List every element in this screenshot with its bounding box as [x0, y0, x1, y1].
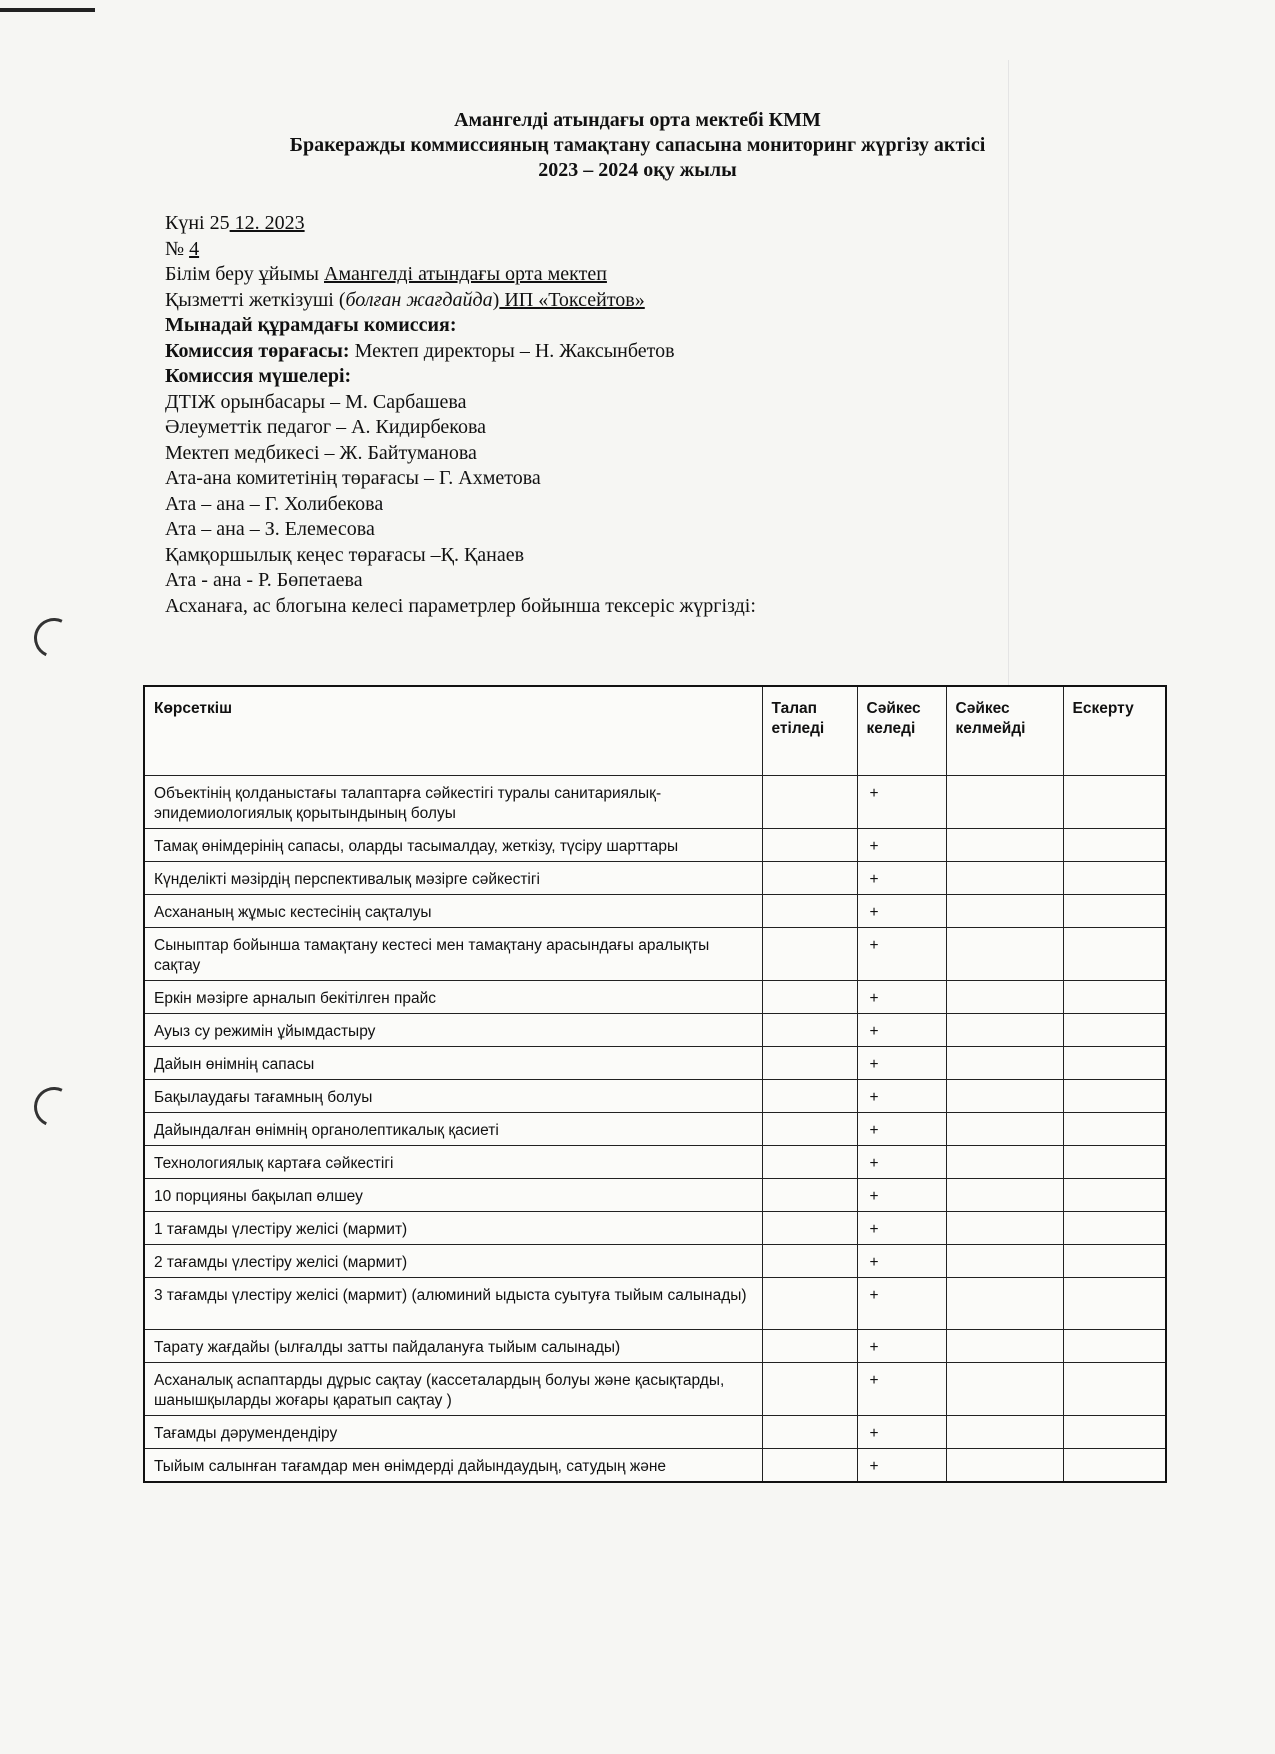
no-match-cell — [946, 1330, 1063, 1363]
required-cell — [762, 1416, 857, 1449]
no-match-cell — [946, 1179, 1063, 1212]
match-cell: + — [857, 776, 946, 829]
required-cell — [762, 776, 857, 829]
match-cell: + — [857, 1113, 946, 1146]
note-cell — [1063, 1416, 1166, 1449]
note-cell — [1063, 1212, 1166, 1245]
note-cell — [1063, 1363, 1166, 1416]
required-cell — [762, 1449, 857, 1483]
member-line: Қамқоршылық кеңес төрағасы –Қ. Қанаев — [165, 543, 525, 566]
number-line: № 4 — [165, 237, 200, 260]
table-row — [144, 862, 1166, 895]
indicator-cell: Технологиялық картаға сәйкестігі — [144, 1146, 762, 1179]
note-cell — [1063, 1080, 1166, 1113]
table-row — [144, 1449, 1166, 1483]
table-row — [144, 1113, 1166, 1146]
match-cell: + — [857, 1278, 946, 1330]
member-line: Ата - ана - Р. Бөпетаева — [165, 569, 363, 591]
inspection-intro: Асханаға, ас блогына келесі параметрлер бойынша тексеріс жүргізді: — [165, 594, 756, 617]
indicator-cell: Тағамды дәрумендендіру — [144, 1416, 762, 1449]
table-row — [144, 1179, 1166, 1212]
required-cell — [762, 1212, 857, 1245]
indicator-cell: Сыныптар бойынша тамақтану кестесі мен тамақтану арасындағы аралықты сақтау — [144, 928, 762, 981]
match-cell: + — [857, 1363, 946, 1416]
required-cell — [762, 1080, 857, 1113]
col-no-match: Сәйкес келмейді — [946, 686, 1063, 776]
punch-hole-top — [28, 612, 79, 663]
no-match-cell — [946, 1212, 1063, 1245]
chair-line: Комиссия төрағасы: Мектеп директоры – Н. Жаксынбетов — [165, 339, 675, 362]
punch-hole-bottom — [28, 1081, 79, 1132]
note-cell — [1063, 1278, 1166, 1330]
indicator-cell: Объектінің қолданыстағы талаптарға сәйкестігі туралы санитариялық-эпидемиологиялық қорытындының болуы — [144, 776, 762, 829]
match-cell: + — [857, 1449, 946, 1483]
table-row — [144, 1047, 1166, 1080]
member-line: Ата – ана – Г. Холибекова — [165, 492, 384, 515]
note-cell — [1063, 1047, 1166, 1080]
note-cell — [1063, 1449, 1166, 1483]
match-cell: + — [857, 1212, 946, 1245]
note-cell — [1063, 1113, 1166, 1146]
indicator-cell: Асхананың жұмыс кестесінің сақталуы — [144, 895, 762, 928]
no-match-cell — [946, 829, 1063, 862]
scan-edge-mark — [0, 8, 95, 12]
indicator-cell: Тамақ өнімдерінің сапасы, оларды тасымалдау, жеткізу, түсіру шарттары — [144, 829, 762, 862]
note-cell — [1063, 776, 1166, 829]
table-row — [144, 1245, 1166, 1278]
indicator-cell: Бақылаудағы тағамның болуы — [144, 1080, 762, 1113]
no-match-cell — [946, 1363, 1063, 1416]
no-match-cell — [946, 1080, 1063, 1113]
indicator-cell: 1 тағамды үлестіру желісі (мармит) — [144, 1212, 762, 1245]
match-cell: + — [857, 1416, 946, 1449]
table-row — [144, 928, 1166, 981]
table-row — [144, 981, 1166, 1014]
match-cell: + — [857, 1330, 946, 1363]
members-title: Комиссия мүшелері: — [165, 365, 352, 387]
match-cell: + — [857, 928, 946, 981]
indicator-cell: Тыйым салынған тағамдар мен өнімдерді дайындаудың, сатудың және — [144, 1449, 762, 1483]
indicator-cell: 10 порцияны бақылап өлшеу — [144, 1179, 762, 1212]
no-match-cell — [946, 1047, 1063, 1080]
required-cell — [762, 1047, 857, 1080]
match-cell: + — [857, 1179, 946, 1212]
member-line: Ата – ана – З. Елемесова — [165, 518, 375, 540]
required-cell — [762, 1278, 857, 1330]
member-line: Мектеп медбикесі – Ж. Байтуманова — [165, 441, 477, 464]
required-cell — [762, 862, 857, 895]
note-cell — [1063, 862, 1166, 895]
indicator-cell: Ауыз су режимін ұйымдастыру — [144, 1014, 762, 1047]
note-cell — [1063, 1014, 1166, 1047]
no-match-cell — [946, 776, 1063, 829]
no-match-cell — [946, 928, 1063, 981]
table-row — [144, 1278, 1166, 1330]
match-cell: + — [857, 1146, 946, 1179]
note-cell — [1063, 1146, 1166, 1179]
no-match-cell — [946, 895, 1063, 928]
document-header — [0, 108, 1275, 183]
no-match-cell — [946, 1449, 1063, 1483]
table-row — [144, 1080, 1166, 1113]
required-cell — [762, 1245, 857, 1278]
col-required: Талап етіледі — [762, 686, 857, 776]
note-cell — [1063, 928, 1166, 981]
no-match-cell — [946, 862, 1063, 895]
col-note: Ескерту — [1063, 686, 1166, 776]
table-row — [144, 1014, 1166, 1047]
required-cell — [762, 1363, 857, 1416]
note-cell — [1063, 1330, 1166, 1363]
indicator-cell: Дайындалған өнімнің органолептикалық қасиеті — [144, 1113, 762, 1146]
date-line: Күні 25 12. 2023 — [165, 212, 305, 234]
required-cell — [762, 895, 857, 928]
table-row — [144, 1212, 1166, 1245]
match-cell: + — [857, 829, 946, 862]
table-row — [144, 829, 1166, 862]
col-match: Сәйкес келеді — [857, 686, 946, 776]
note-cell — [1063, 829, 1166, 862]
note-cell — [1063, 1245, 1166, 1278]
table-row — [144, 1146, 1166, 1179]
no-match-cell — [946, 1416, 1063, 1449]
table-row — [144, 1330, 1166, 1363]
match-cell: + — [857, 1080, 946, 1113]
no-match-cell — [946, 981, 1063, 1014]
match-cell: + — [857, 862, 946, 895]
no-match-cell — [946, 1146, 1063, 1179]
col-indicator: Көрсеткіш — [144, 686, 762, 776]
required-cell — [762, 1014, 857, 1047]
match-cell: + — [857, 1014, 946, 1047]
indicator-cell: 3 тағамды үлестіру желісі (мармит) (алюминий ыдыста суытуға тыйым салынады) — [144, 1278, 762, 1330]
required-cell — [762, 829, 857, 862]
required-cell — [762, 1330, 857, 1363]
academic-year: 2023 – 2024 оқу жылы — [538, 159, 737, 181]
no-match-cell — [946, 1278, 1063, 1330]
note-cell — [1063, 895, 1166, 928]
no-match-cell — [946, 1113, 1063, 1146]
commission-title: Мынадай құрамдағы комиссия: — [165, 314, 457, 336]
member-line: Ата-ана комитетінің төрағасы – Г. Ахметова — [165, 467, 541, 489]
inspection-table — [143, 685, 1167, 1483]
indicator-cell: Асханалық аспаптарды дұрыс сақтау (кассеталардың болуы және қасықтарды, шанышқыларды жоғары қаратып сақтау ) — [144, 1363, 762, 1416]
required-cell — [762, 1113, 857, 1146]
member-line: ДТІЖ орынбасары – М. Сарбашева — [165, 390, 467, 413]
act-title: Бракеражды коммиссияның тамақтану сапасына мониторинг жүргізу актісі — [289, 134, 986, 156]
note-cell — [1063, 981, 1166, 1014]
act-meta — [165, 211, 756, 619]
required-cell — [762, 1146, 857, 1179]
required-cell — [762, 1179, 857, 1212]
table-header-row — [144, 686, 1166, 776]
match-cell: + — [857, 1245, 946, 1278]
match-cell: + — [857, 981, 946, 1014]
indicator-cell: Еркін мәзірге арналып бекітілген прайс — [144, 981, 762, 1014]
no-match-cell — [946, 1014, 1063, 1047]
indicator-cell: Тарату жағдайы (ылғалды затты пайдалануға тыйым салынады) — [144, 1330, 762, 1363]
school-name: Амангелді атындағы орта мектебі КММ — [454, 109, 821, 131]
match-cell: + — [857, 895, 946, 928]
table-row — [144, 1416, 1166, 1449]
required-cell — [762, 928, 857, 981]
no-match-cell — [946, 1245, 1063, 1278]
table-row — [144, 1363, 1166, 1416]
supplier-line: Қызметті жеткізуші (болған жағдайда) ИП «Токсейтов» — [165, 288, 645, 311]
table-row — [144, 895, 1166, 928]
required-cell — [762, 981, 857, 1014]
indicator-cell: 2 тағамды үлестіру желісі (мармит) — [144, 1245, 762, 1278]
indicator-cell: Дайын өнімнің сапасы — [144, 1047, 762, 1080]
organization-line: Білім беру ұйымы Амангелді атындағы орта мектеп — [165, 263, 607, 285]
indicator-cell: Күнделікті мәзірдің перспективалық мәзірге сәйкестігі — [144, 862, 762, 895]
member-line: Әлеуметтік педагог – А. Кидирбекова — [165, 416, 487, 438]
note-cell — [1063, 1179, 1166, 1212]
table-row — [144, 776, 1166, 829]
match-cell: + — [857, 1047, 946, 1080]
